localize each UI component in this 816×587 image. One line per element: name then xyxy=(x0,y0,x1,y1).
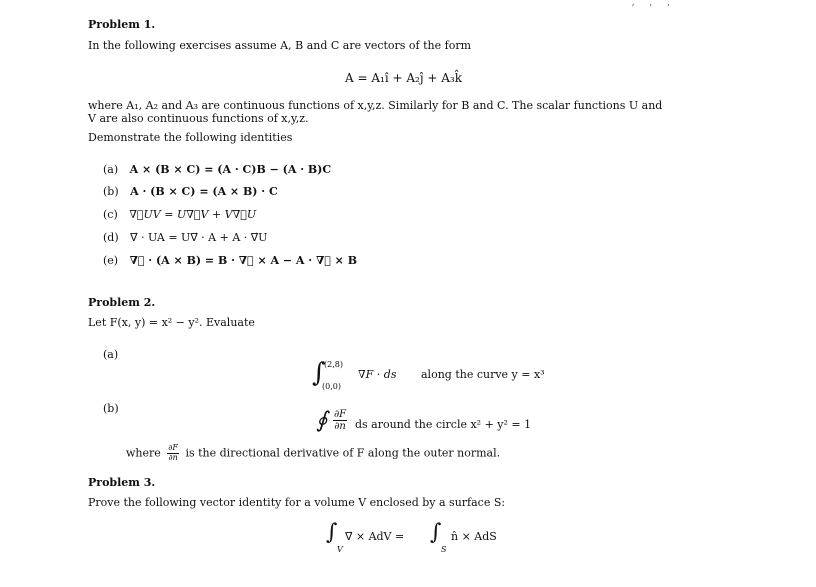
where-numerator: ∂F xyxy=(168,443,178,452)
identity-item xyxy=(103,208,256,221)
identity-formula: A × (B × C) = (A · C)B − (A · B)C xyxy=(129,163,332,176)
directional-derivative-note xyxy=(126,444,500,463)
identity-formula: ∇⃗ · (A × B) = B · ∇⃗ × A − A · ∇⃗ × B xyxy=(129,254,357,267)
identity-formula: A · (B × C) = (A × B) · C xyxy=(130,185,278,198)
rhs-integral xyxy=(430,522,441,544)
problem-1-demonstrate: Demonstrate the following identities xyxy=(88,131,293,144)
problem-2-intro: Let F(x, y) = x² − y². Evaluate xyxy=(88,316,255,329)
lhs-integral xyxy=(326,522,337,544)
problem-1-equation: A = A₁î + A₂ĵ + A₃k̂ xyxy=(345,71,462,85)
lhs-subscript: V xyxy=(337,545,343,554)
problem-3-heading: Problem 3. xyxy=(88,476,156,489)
problem-2-heading: Problem 2. xyxy=(88,296,156,309)
part-b-contour-integral xyxy=(316,410,327,432)
part-b-numerator: ∂F xyxy=(334,409,347,420)
where-text: is the directional derivative of F along the outer normal. xyxy=(185,446,501,460)
top-marks: , , , xyxy=(631,0,676,8)
part-a-curve: along the curve y = x³ xyxy=(421,368,545,381)
identity-item xyxy=(103,231,267,244)
part-b-denominator: ∂n xyxy=(334,421,346,432)
problem-3-intro: Prove the following vector identity for a volume V enclosed by a surface S: xyxy=(88,496,506,509)
contour-integral-sign: ∮ xyxy=(316,408,328,433)
identity-label: (a) xyxy=(103,163,119,176)
identity-label: (d) xyxy=(103,231,119,244)
part-b-label: (b) xyxy=(103,402,119,415)
problem-1-intro: In the following exercises assume A, B and C are vectors of the form xyxy=(88,39,472,52)
rhs-expression: n̂ × AdS xyxy=(451,530,497,543)
part-a-upper-limit: (2,8) xyxy=(324,360,343,369)
part-b-derivative xyxy=(333,409,347,432)
surface-integral-sign: ∫ xyxy=(430,520,442,545)
identity-item xyxy=(103,254,357,267)
part-a-lower-limit: (0,0) xyxy=(322,382,341,391)
identity-formula: ∇⃗ · UA = U∇⃗ · A + A · ∇⃗U xyxy=(130,231,268,244)
identity-label: (b) xyxy=(103,185,119,198)
identity-label: (c) xyxy=(103,208,118,221)
integral-sign: ∫ xyxy=(312,358,326,388)
identity-label: (e) xyxy=(103,254,119,267)
part-a-label: (a) xyxy=(103,348,119,361)
problem-1-where-line-1: where A₁, A₂ and A₃ are continuous functions of x,y,z. Similarly for B and C. The scalar functions U and xyxy=(88,99,663,112)
identity-item xyxy=(103,163,331,176)
where-denominator: ∂n xyxy=(168,452,178,462)
part-a-integrand: ∇F · ds xyxy=(358,368,397,381)
where-prefix: where xyxy=(126,446,161,460)
lhs-expression: ∇⃗ × AdV = xyxy=(345,530,405,543)
identity-item xyxy=(103,185,278,198)
volume-integral-sign: ∫ xyxy=(326,520,338,545)
identity-formula: ∇⃗UV = U∇⃗V + V∇⃗U xyxy=(129,208,257,221)
problem-1-heading: Problem 1. xyxy=(88,18,156,31)
part-b-text: ds around the circle x² + y² = 1 xyxy=(355,418,532,431)
problem-1-where-line-2: V are also continuous functions of x,y,z. xyxy=(88,112,309,125)
rhs-subscript: S xyxy=(441,545,447,554)
